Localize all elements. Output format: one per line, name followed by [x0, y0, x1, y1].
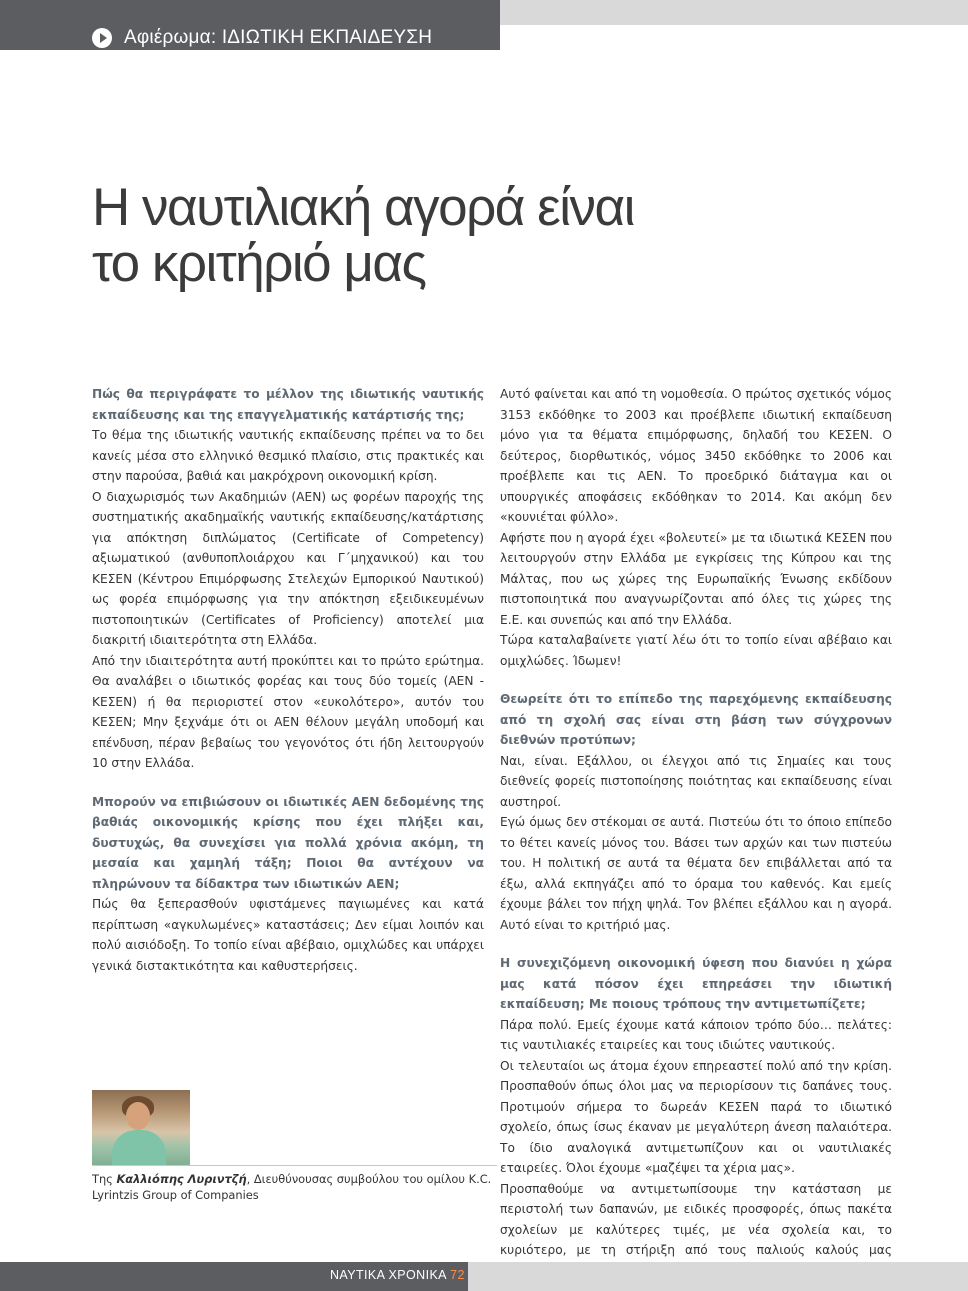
answer-paragraph: Αυτό φαίνεται και από τη νομοθεσία. Ο πρώτος σχετικός νόμος 3153 εκδόθηκε το 2003 και προέβλεπε ιδιωτική εκπαίδευση μόνο για τα θέματα επιμόρφωσης, δηλαδή του ΚΕΣΕΝ. Ο δεύτερος, διορθωτικός, νόμος 3450 εκδόθηκε το 2006 και προέβλεπε και τις ΑΕΝ. Το προεδρικό διάταγμα και οι υπουργικές αποφάσεις εκδόθηκαν το 2014. Και ακόμη δεν «κουνιέται φύλλο». — [500, 387, 892, 524]
title-line-2: το κριτήριό μας — [92, 234, 426, 293]
author-photo — [92, 1090, 190, 1166]
question: Πώς θα περιγράφατε το μέλλον της ιδιωτικής ναυτικής εκπαίδευσης και της επαγγελματικής κατάρτισής της; — [92, 387, 484, 422]
answer-paragraph: Εγώ όμως δεν στέκομαι σε αυτά. Πιστεύω ότι το όποιο επίπεδο το θέτει κανείς μόνος του. Βάσει των αρχών και των πιστεύω του. Η πολιτική σε αυτά τα θέματα δεν επιβάλλεται από τα έξω, αλλά εκπηγάζει από το όραμα του καθενός. Και εμείς έχουμε βάλει τον πήχη ψηλά. Τον βλέπει εξάλλου και η αγορά. Αυτό είναι το κριτήριό μας. — [500, 815, 892, 932]
answer-paragraph: Προσπαθούμε να αντιμετωπίσουμε την κατάσταση με περιστολή των δαπανών, με ειδικές προσφορές, όπως πακέτα σχολείων με καλύτερες τιμές, με νέα σχολεία και, το κυριότερο, με τη στήριξη από τους παλιούς καλούς μας — [500, 1181, 892, 1257]
answer-paragraph: Πάρα πολύ. Εμείς έχουμε κατά κάποιον τρόπο δύο… πελάτες: τις ναυτιλιακές εταιρείες και τους ιδιώτες ναυτικούς. — [500, 1017, 892, 1052]
photo-figure-face — [126, 1102, 150, 1130]
right-column — [500, 384, 892, 1281]
answer-paragraph: Αφήστε που η αγορά έχει «βολευτεί» με τα ιδιωτικά ΚΕΣΕΝ που λειτουργούν στην Ελλάδα με εγκρίσεις της Κύπρου και της Μάλτας, που ως χώρες της Ευρωπαϊκής Ένωσης εκδίδουν πιστοποιητικά που αναγνωρίζονται από όλες τις χώρες της Ε.Ε. και συνεπώς και από την Ελλάδα. — [500, 530, 892, 627]
answer-paragraph: Ο διαχωρισμός των Ακαδημιών (ΑΕΝ) ως φορέων παροχής της συστηματικής ακαδημαϊκής ναυτικής εκπαίδευσης/κατάρτισης για απόκτηση διπλώματος (Certificate of Competency) αξιωματικού (ανθυποπλοιάρχου και Γ΄μηχανικού) και του ΚΕΣΕΝ (Κέντρου Επιμόρφωσης Στελεχών Εμπορικού Ναυτικού) ως φορέα επιμόρφωσης για την απόκτηση εξειδικευμένων πιστοποιητικών (Certificates of Proficiency) αποτελεί μια διακριτή ιδιαιτερότητα στη Ελλάδα. — [92, 489, 484, 647]
footer-publication — [330, 1268, 465, 1282]
page-number: 72 — [450, 1268, 465, 1282]
photo-caption — [92, 1171, 492, 1203]
title-line-1: Η ναυτιλιακή αγορά είναι — [92, 178, 634, 237]
answer-paragraph: Πώς θα ξεπερασθούν υφιστάμενες παγιωμένες και κατά περίπτωση «αγκυλωμένες» καταστάσεις; Δεν είμαι λοιπόν και πολύ αισιόδοξη. Το τοπίο είναι αβέβαιο, ομιχλώδες και υπάρχει γενικά διστακτικότητα και καθυστερήσεις. — [92, 897, 484, 973]
question: Η συνεχιζόμενη οικονομική ύφεση που διανύει η χώρα μας κατά πόσον έχει επηρεάσει την ιδιωτική εκπαίδευση; Με ποιους τρόπους την αντιμετωπίζετε; — [500, 956, 892, 1011]
answer-paragraph: Το θέμα της ιδιωτικής ναυτικής εκπαίδευσης πρέπει να το δει κανείς μέσα στο ελληνικό θεσμικό πλαίσιο, στις πρακτικές και στην παρούσα, βαθιά και μακρόχρονη οικονομική κρίση. — [92, 428, 484, 483]
photo-figure-body — [112, 1130, 166, 1166]
play-arrow-icon — [92, 28, 112, 48]
answer-paragraph: Από την ιδιαιτερότητα αυτή προκύπτει και το πρώτο ερώτημα. Θα αναλάβει ο ιδιωτικός φορέας και τους δύο τομείς (ΑΕΝ - ΚΕΣΕΝ) ή θα περιοριστεί στον «ευκολότερο», αυτόν του ΚΕΣΕΝ; Μην ξεχνάμε ότι οι ΑΕΝ θέλουν μεγάλη υποδομή και επένδυση, πέραν βεβαίως του γεγονότος ότι ήδη λειτουργούν 10 στην Ελλάδα. — [92, 653, 484, 770]
caption-prefix: Της — [92, 1172, 117, 1186]
answer-paragraph: Τώρα καταλαβαίνετε γιατί λέω ότι το τοπίο είναι αβέβαιο και ομιχλώδες. Ίδωμεν! — [500, 633, 892, 668]
header-bar-accent — [500, 0, 968, 25]
caption-author-name: Καλλιόπης Λυριντζή — [116, 1172, 247, 1186]
caption-role: , Διευθύνουσας συμβούλου του ομίλου K.C. Lyrintzis Group of Companies — [92, 1172, 492, 1202]
answer-paragraph: Ναι, είναι. Εξάλλου, οι έλεγχοι από τις Σημαίες και τους διεθνείς φορείς πιστοποίησης ποιότητας και εκπαίδευσης είναι αυστηροί. — [500, 753, 892, 809]
caption-divider — [92, 1165, 497, 1166]
question: Μπορούν να επιβιώσουν οι ιδιωτικές ΑΕΝ δεδομένης της βαθιάς οικονομικής κρίσης που έχει πλήξει και, δυστυχώς, θα συνεχίσει για πολλά χρόνια ακόμη, τη μεσαία και χαμηλή τάξη; Ποιοι θα αντέχουν να πληρώνουν τα δίδακτρα των ιδιωτικών ΑΕΝ; — [92, 794, 484, 891]
section-label: Αφιέρωμα: ΙΔΙΩΤΙΚΗ ΕΚΠΑΙΔΕΥΣΗ — [124, 27, 433, 48]
page-title — [92, 180, 692, 292]
publication-name: ΝΑΥΤΙΚΑ ΧΡΟΝΙΚΑ — [330, 1268, 447, 1282]
answer-paragraph: Οι τελευταίοι ως άτομα έχουν επηρεαστεί πολύ από την κρίση. Προσπαθούν όπως όλοι μας να περιορίσουν τις δαπάνες τους. Προτιμούν σήμερα το δωρεάν ΚΕΣΕΝ παρά το ιδιωτικό σχολείο, όπως ίσως έκαναν με μεγαλύτερη άνεση παλαιότερα. Το ίδιο αναλογικά αντιμετωπίζουν και οι ναυτιλιακές εταιρείες. Όλοι έχουμε «μαζέψει τα χέρια μας». — [500, 1058, 892, 1175]
left-column — [92, 384, 484, 976]
question: Θεωρείτε ότι το επίπεδο της παρεχόμενης εκπαίδευσης από τη σχολή σας είναι στη βάση των σύγχρονων διεθνών προτύπων; — [500, 692, 892, 747]
footer-bar-accent — [468, 1262, 968, 1291]
